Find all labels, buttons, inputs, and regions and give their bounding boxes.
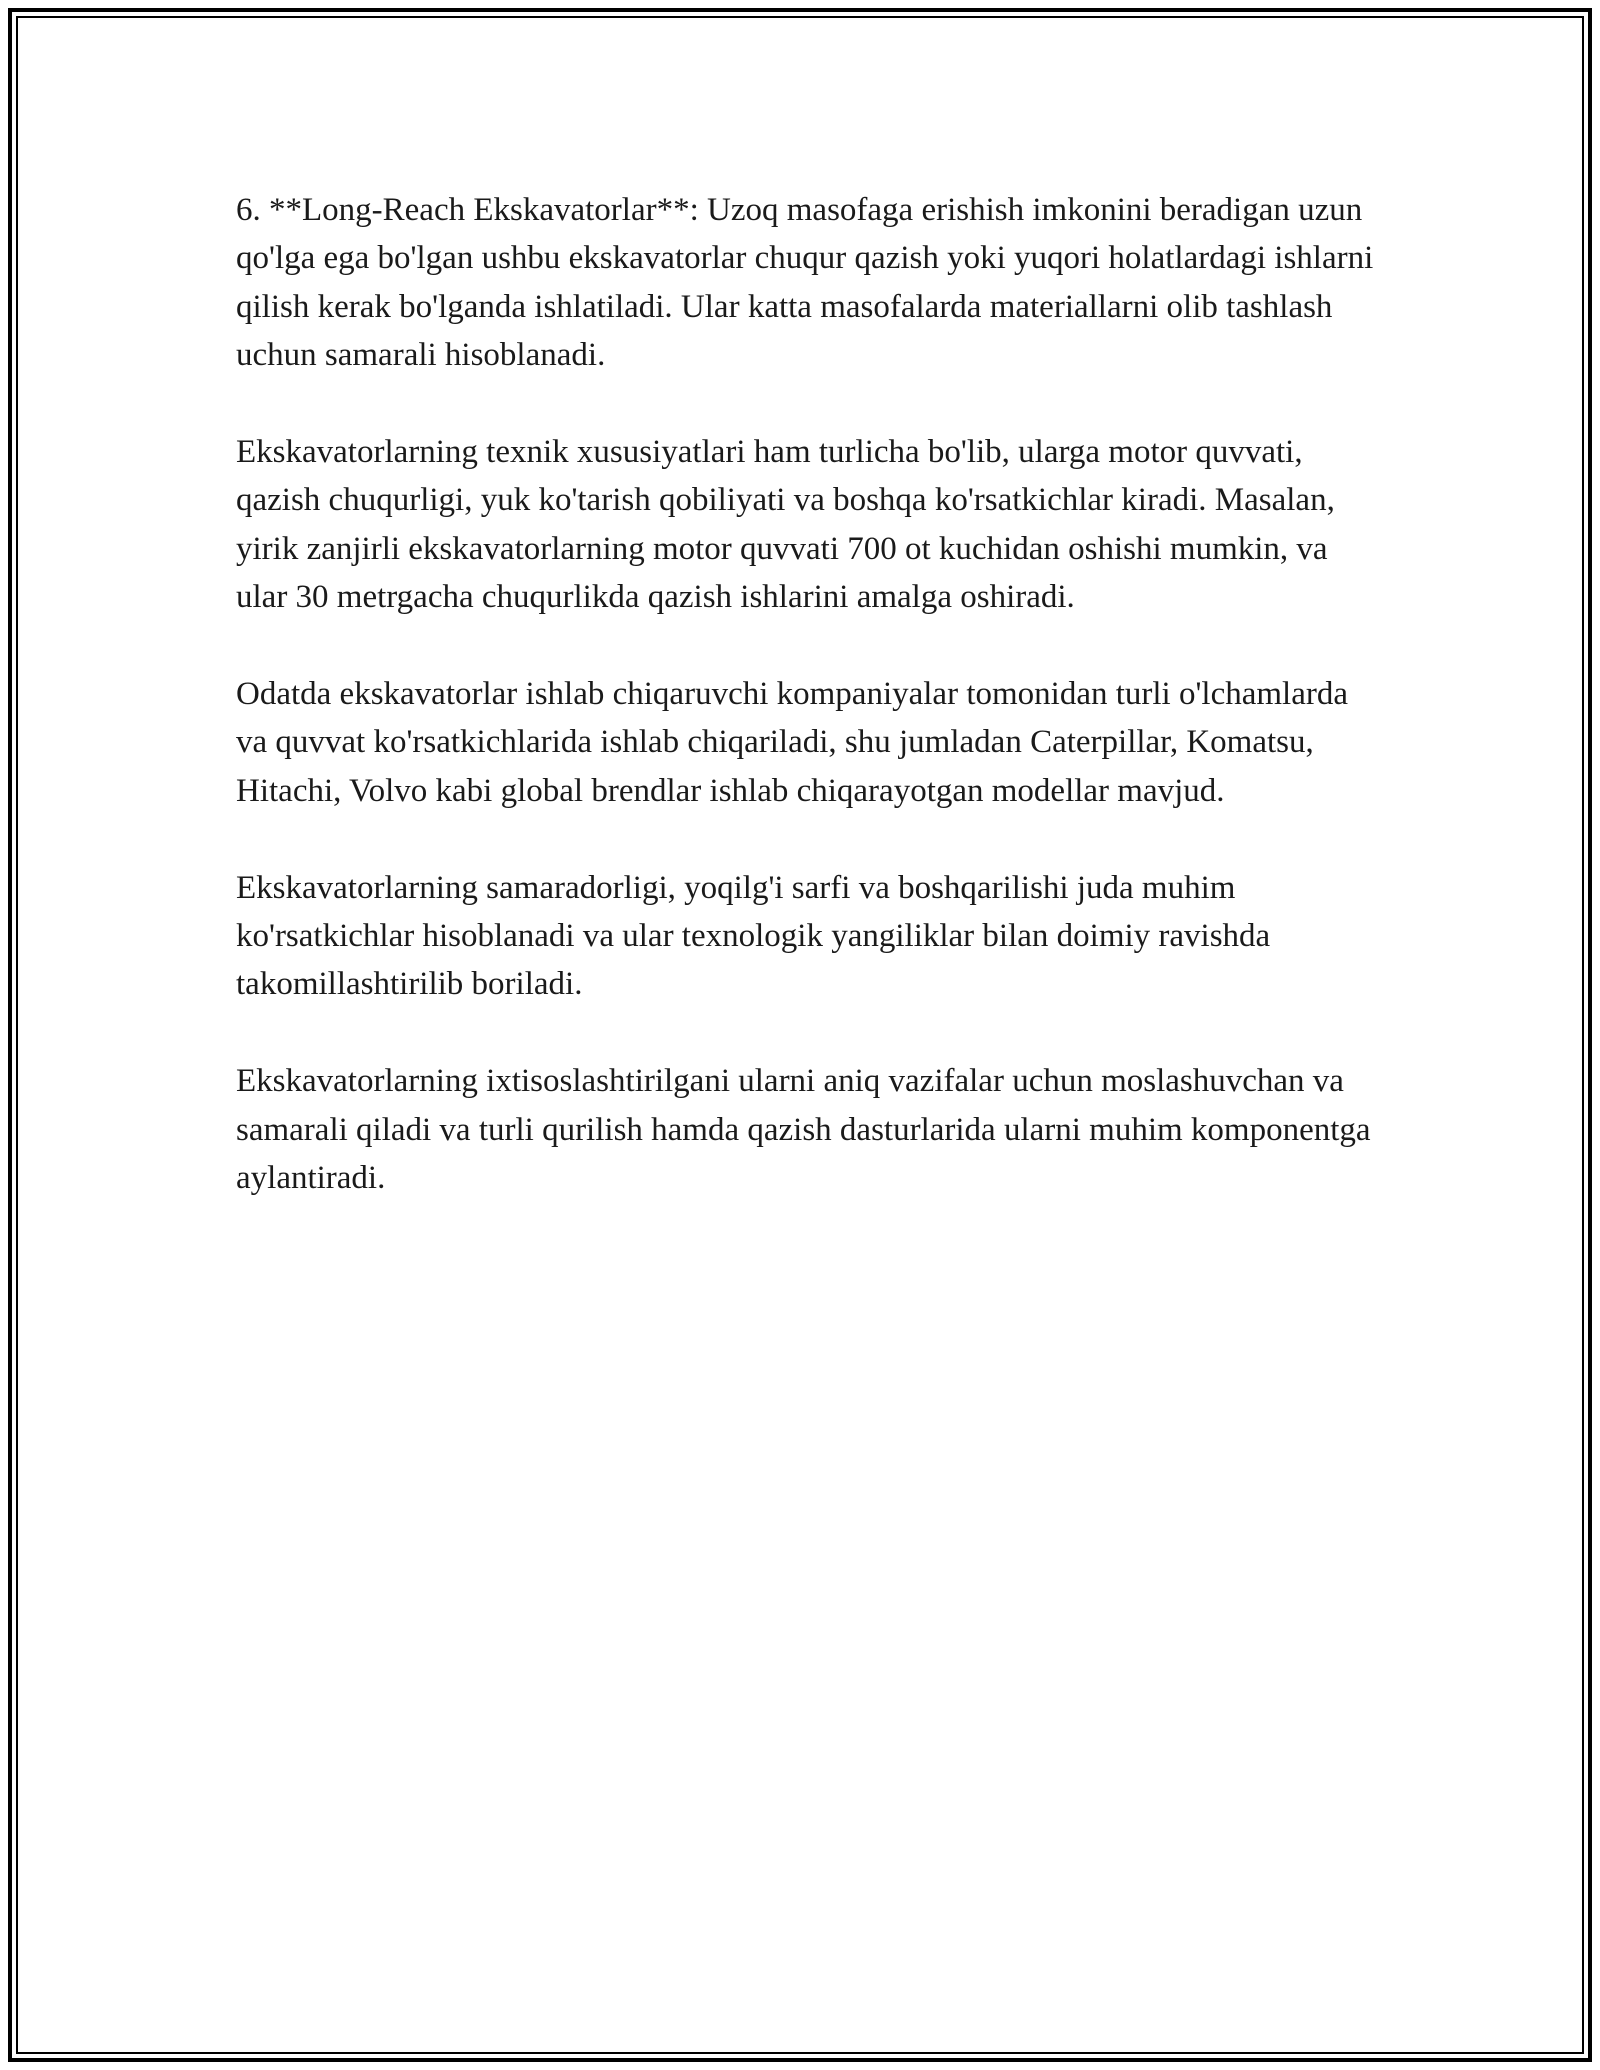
paragraph-long-reach: 6. **Long-Reach Ekskavatorlar**: Uzoq masofaga erishish imkonini beradigan uzun qo'lga ega bo'lgan ushbu ekskavatorlar chuqur qazish yoki yuqori holatlardagi ishlarni qilish kerak bo'lganda ishlatiladi. Ular katta masofalarda materiallarni olib tashlash uchun samarali hisoblanadi. (236, 192, 1374, 374)
paragraph-efficiency: Ekskavatorlarning samaradorligi, yoqilg'i sarfi va boshqarilishi juda muhim ko'rsatkichlar hisoblanadi va ular texnologik yangiliklar bilan doimiy ravishda takomillashtirilib boriladi. (236, 869, 1271, 1003)
paragraph-specialization: Ekskavatorlarning ixtisoslashtirilgani ularni aniq vazifalar uchun moslashuvchan va samarali qiladi va turli qurilish hamda qazish dasturlarida ularni muhim komponentga aylantiradi. (236, 1063, 1371, 1197)
document-body (236, 186, 1376, 1251)
paragraph-manufacturers: Odatda ekskavatorlar ishlab chiqaruvchi kompaniyalar tomonidan turli o'lchamlarda va quvvat ko'rsatkichlarida ishlab chiqariladi, shu jumladan Caterpillar, Komatsu, Hitachi, Volvo kabi global brendlar ishlab chiqarayotgan modellar mavjud. (236, 676, 1348, 809)
paragraph-technical-specs: Ekskavatorlarning texnik xususiyatlari ham turlicha bo'lib, ularga motor quvvati, qazish chuqurligi, yuk ko'tarish qobiliyati va boshqa ko'rsatkichlar kiradi. Masalan, yirik zanjirli ekskavatorlarning motor quvvati 700 ot kuchidan oshishi mumkin, va ular 30 metrgacha chuqurlikda qazish ishlarini amalga oshiradi. (236, 434, 1335, 616)
